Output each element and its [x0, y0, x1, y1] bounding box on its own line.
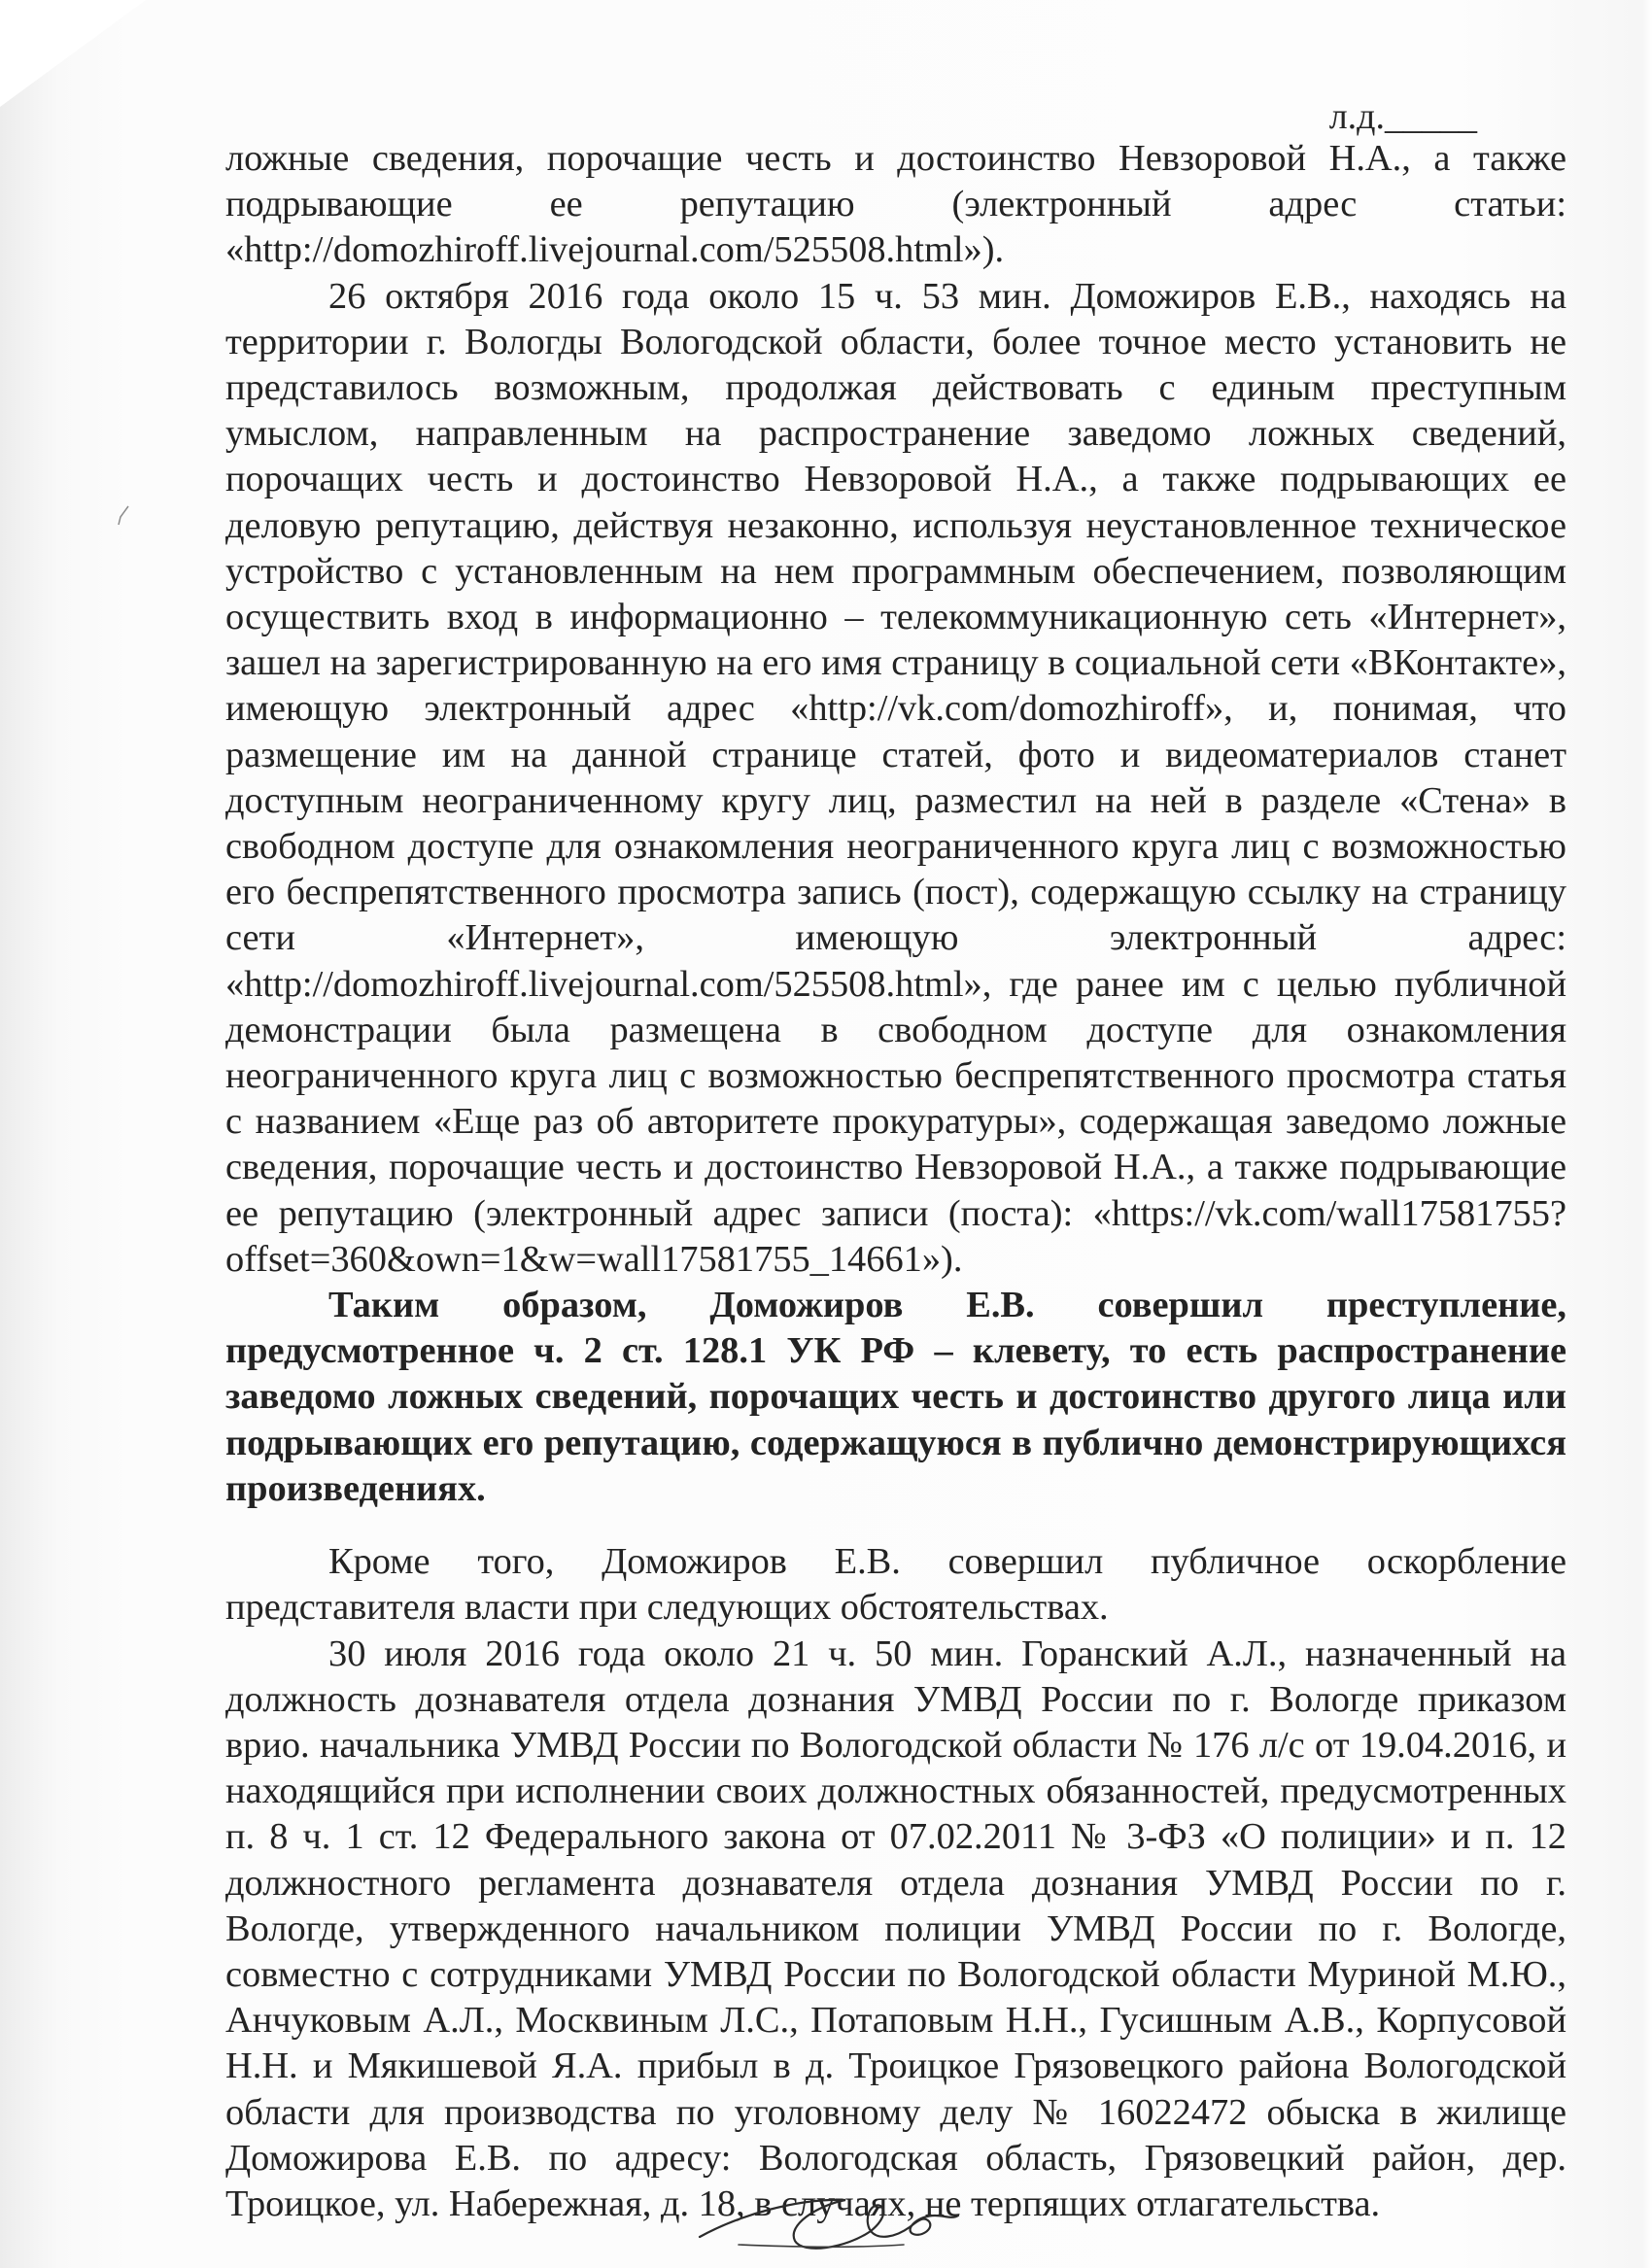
paragraph-july-30: 30 июля 2016 года около 21 ч. 50 мин. Горанский А.Л., назначенный на должность дознавателя отдела дознания УМВД России по г. Вологде приказом врио. начальника УМВД России по Вологодской области № 176 л/с от 19.04.2016, и находящийся при исполнении своих должностных обязанностей, предусмотренных п. 8 ч. 1 ст. 12 Федерального закона от 07.02.2011 № 3-ФЗ «О полиции» и п. 12 должностного регламента дознавателя отдела дознания УМВД России по г. Вологде, утвержденного начальником полиции УМВД России по г. Вологде, совместно с сотрудниками УМВД России по Вологодской области Муриной М.Ю., Анчуковым А.Л., Москвиным Л.С., Потаповым Н.Н., Гусишным А.В., Корпусовой Н.Н. и Мякишевой Я.А. прибыл в д. Троицкое Грязовецкого района Вологодской области для производства по уголовному делу № 16022472 обыска в жилище Доможирова Е.В. по адресу: Вологодская область, Грязовецкий район, дер. Троицкое, ул. Набережная, д. 18, в случаях, не терпящих отлагательства. [225, 1632, 1566, 2224]
sheet-number: л.д._____ [1328, 96, 1477, 137]
pen-mark-icon [117, 505, 130, 527]
folded-corner [0, 0, 146, 107]
paragraph-continuation: ложные сведения, порочащие честь и достоинство Невзоровой Н.А., а также подрывающие ее репутацию (электронный адрес статьи: «http://domozhiroff.livejournal.com/525508.html»). [225, 138, 1566, 271]
document-body [225, 136, 1566, 2227]
paragraph-october-26: 26 октября 2016 года около 15 ч. 53 мин. Доможиров Е.В., находясь на территории г. Вологды Вологодской области, более точное место установить не представилось возможным, продолжая действовать с единым преступным умыслом, направленным на распространение заведомо ложных сведений, порочащих честь и достоинство Невзоровой Н.А., а также подрывающих ее деловую репутацию, действуя незаконно, используя неустановленное техническое устройство с установленным на нем программным обеспечением, позволяющим осуществить вход в информационно – телекоммуникационную сеть «Интернет», зашел на зарегистрированную на его имя страницу в социальной сети «ВКонтакте», имеющую электронный адрес «http://vk.com/domozhiroff», и, понимая, что размещение им на данной странице статей, фото и видеоматериалов станет доступным неограниченному кругу лиц, разместил на ней в разделе «Стена» в свободном доступе для ознакомления неограниченного круга лиц с возможностью его беспрепятственного просмотра запись (пост), содержащую ссылку на страницу сети «Интернет», имеющую электронный адрес: «http://domozhiroff.livejournal.com/525508.html», где ранее им с целью публичной демонстрации была размещена в свободном доступе для ознакомления неограниченного круга лиц с возможностью беспрепятственного просмотра статья с названием «Еще раз об авторитете прокуратуры», содержащая заведомо ложные сведения, порочащие честь и достоинство Невзоровой Н.А., а также подрывающие ее репутацию (электронный адрес записи (поста): «https://vk.com/wall17581755?offset=360&own=1&w=wall17581755_14661»). [225, 275, 1566, 1280]
handwritten-signature [680, 2177, 972, 2264]
paragraph-conclusion: Таким образом, Доможиров Е.В. совершил преступление, предусмотренное ч. 2 ст. 128.1 УК РФ – клевету, то есть распространение заведомо ложных сведений, порочащих честь и достоинство другого лица или подрывающих его репутацию, содержащуюся в публично демонстрирующихся произведениях. [225, 1285, 1566, 1509]
paragraph-insult-intro: Кроме того, Доможиров Е.В. совершил публичное оскорбление представителя власти при следующих обстоятельствах. [225, 1541, 1566, 1629]
